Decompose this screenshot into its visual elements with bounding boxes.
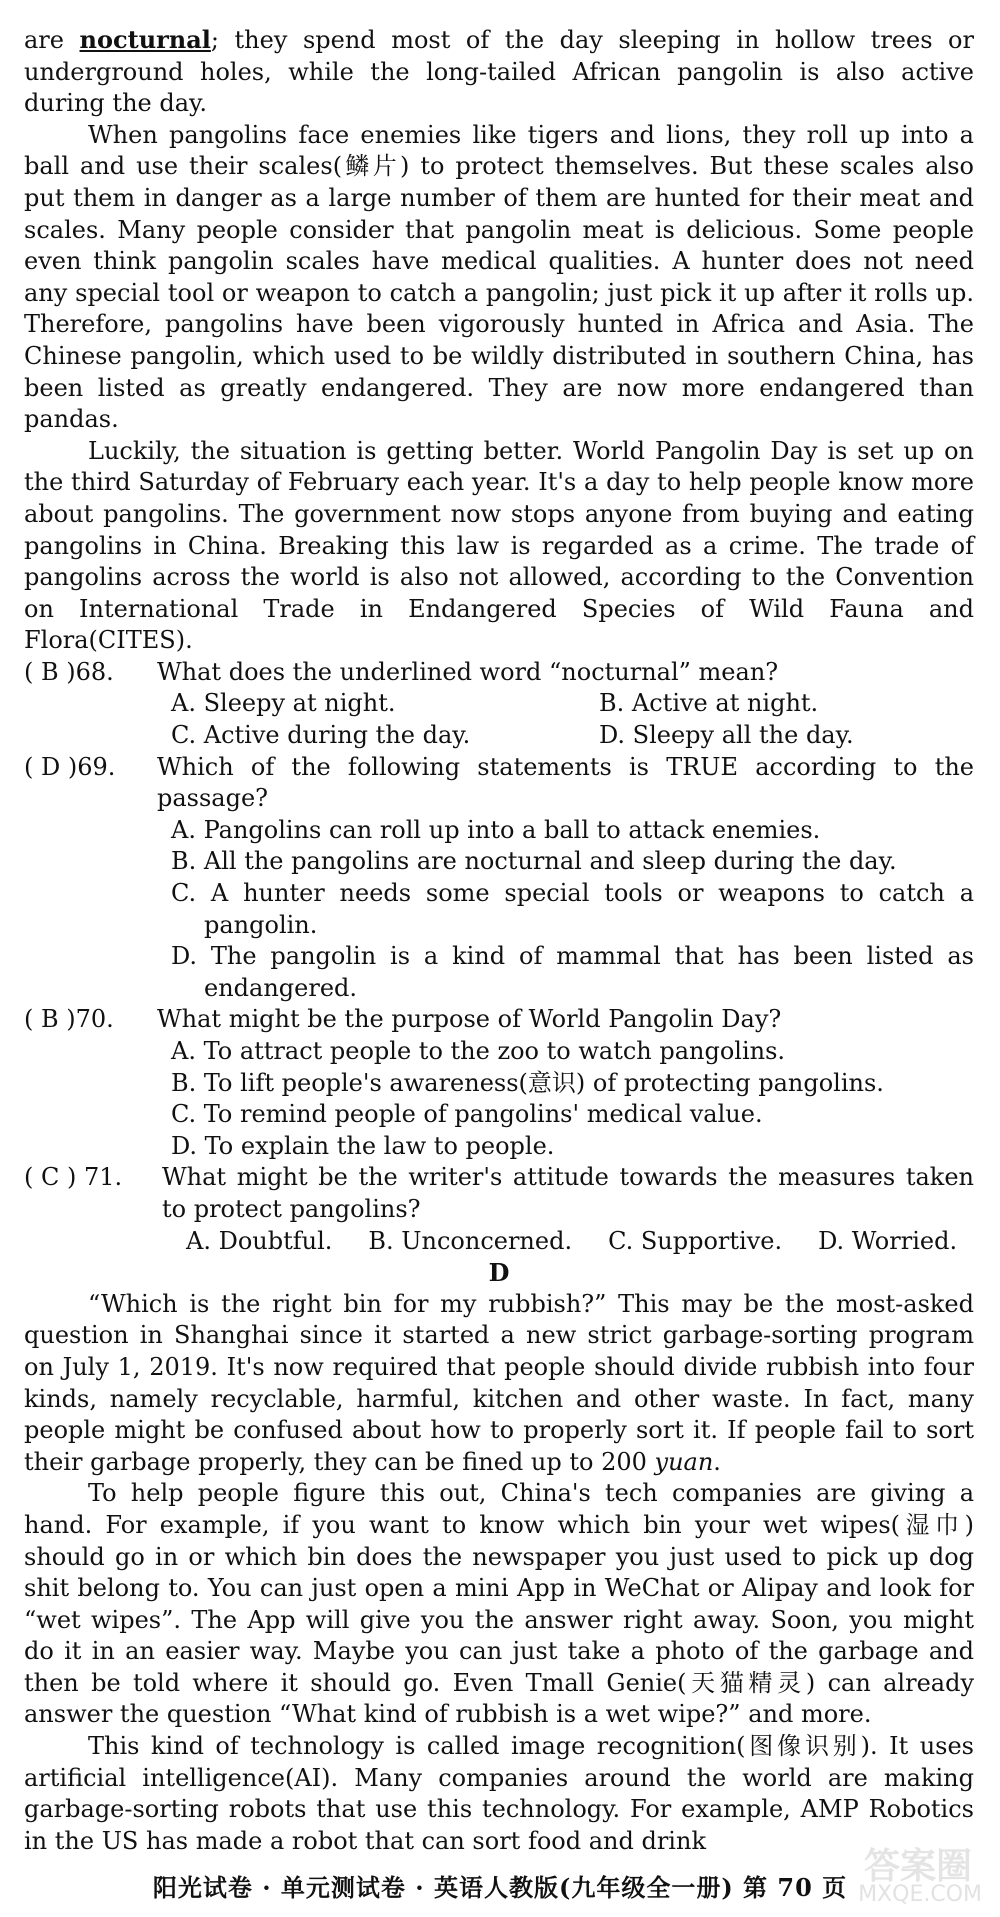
options-68 [171, 688, 974, 751]
passage-c-paragraph-3: Luckily, the situation is getting better. World Pangolin Day is set up on the third Saturday of February each year. It's a day to help people know more about pangolins. The government now stops anyone from buying and eating pangolins in China. Breaking this law is regarded as a crime. The trade of pangolins across the world is also not allowed, according to the Convention on International Trade in Endangered Species of Wild Fauna and Flora(CITES). [24, 436, 974, 655]
watermark-url: MXQE.COM [858, 1882, 982, 1907]
passage-d-paragraph-2: To help people figure this out, China's tech companies are giving a hand. For example, if you want to know which bin your wet wipes(湿巾) should go in or which bin does the newspaper you just used to pick up dog shit belong to. You can just open a mini App in WeChat or Alipay and look for “wet wipes”. The App will give you the answer right away. Soon, you might do it in an easier way. Maybe you can just take a photo of the garbage and then be told where it should go. Even Tmall Genie(天猫精灵) can already answer the question “What kind of rubbish is a wet wipe?” and more. [24, 1479, 974, 1729]
underlined-word-nocturnal: nocturnal [79, 25, 211, 54]
watermark-logo: 答案圈 [863, 1846, 972, 1887]
passage-d-paragraph-3: This kind of technology is called image recognition(图像识别). It uses artificial intelligence(AI). Many companies around the world are making garbage-sorting robots that use this technology. For example, AMP Robotics in the US has made a robot that can sort food and drink [24, 1732, 974, 1855]
question-68 [24, 657, 974, 689]
option-a: A. Sleepy at night. [171, 689, 396, 718]
option-b: B. Active at night. [599, 689, 819, 718]
question-70 [24, 1004, 974, 1036]
page-footer: 阳光试卷 · 单元测试卷 · 英语人教版(九年级全一册) 第 70 页 [152, 1873, 848, 1902]
text-span: . [713, 1447, 721, 1476]
answer-marker: ( C ) 71. [24, 1163, 123, 1192]
question-stem: What might be the writer's attitude towards the measures taken to protect pangolins? [162, 1163, 974, 1223]
answer-marker: ( B )70. [24, 1005, 114, 1034]
option-d: D. To explain the law to people. [171, 1131, 555, 1160]
question-stem: Which of the following statements is TRUE according to the passage? [157, 752, 974, 813]
passage-d-paragraph-1 [24, 1289, 974, 1479]
document-page [24, 24, 974, 1857]
option-c: C. To remind people of pangolins' medical value. [171, 1100, 763, 1129]
passage-c-paragraph-1 [24, 24, 974, 120]
option-c: C. A hunter needs some special tools or weapons to catch a pangolin. [171, 879, 974, 939]
option-a: A. Doubtful. [186, 1226, 333, 1255]
italic-yuan: yuan [654, 1447, 714, 1476]
options-71 [186, 1226, 974, 1258]
text-span: ; they spend most of the day sleeping in hollow trees or underground holes, while the long-tailed African pangolin is also active during the day. [24, 26, 974, 118]
question-71 [24, 1162, 974, 1225]
options-69 [171, 815, 974, 1005]
question-stem: What might be the purpose of World Pangolin Day? [157, 1005, 782, 1034]
option-d: D. Worried. [818, 1226, 958, 1255]
options-70 [171, 1036, 974, 1162]
answer-marker: ( B )68. [24, 657, 114, 686]
option-b: B. All the pangolins are nocturnal and sleep during the day. [171, 847, 897, 876]
answer-marker: ( D )69. [24, 752, 116, 781]
question-69 [24, 752, 974, 815]
option-b: B. Unconcerned. [368, 1226, 573, 1255]
section-heading-d: D [488, 1258, 510, 1288]
option-a: A. To attract people to the zoo to watch pangolins. [171, 1037, 786, 1065]
watermark [832, 1838, 982, 1908]
option-c: C. Active during the day. [171, 721, 471, 750]
text-span: “Which is the right bin for my rubbish?” This may be the most-asked question in Shanghai since it started a new strict garbage-sorting program on July 1, 2019. It's now required that people should divide rubbish into four kinds, namely recyclable, harmful, kitchen and other waste. In fact, many people might be confused about how to properly sort it. If people fail to sort their garbage properly, they can be fined up to 200 [24, 1289, 974, 1476]
passage-c-paragraph-2: When pangolins face enemies like tigers and lions, they roll up into a ball and use their scales(鳞片) to protect themselves. But these scales also put them in danger as a large number of them are hunted for their meat and scales. Many people consider that pangolin meat is delicious. Some people even think pangolin scales have medical qualities. A hunter does not need any special tool or weapon to catch a pangolin; just pick it up after it rolls up. Therefore, pangolins have been vigorously hunted in Africa and Asia. The Chinese pangolin, which used to be wildly distributed in southern China, has been listed as greatly endangered. They are now more endangered than pandas. [24, 120, 974, 434]
question-stem: What does the underlined word “nocturnal” mean? [157, 657, 779, 686]
option-d: D. The pangolin is a kind of mammal that has been listed as endangered. [171, 942, 974, 1002]
option-b: B. To lift people's awareness(意识) of protecting pangolins. [171, 1068, 884, 1097]
text-span: are [24, 26, 80, 54]
option-a: A. Pangolins can roll up into a ball to attack enemies. [171, 815, 821, 844]
option-c: C. Supportive. [608, 1226, 783, 1255]
option-d: D. Sleepy all the day. [599, 721, 854, 750]
